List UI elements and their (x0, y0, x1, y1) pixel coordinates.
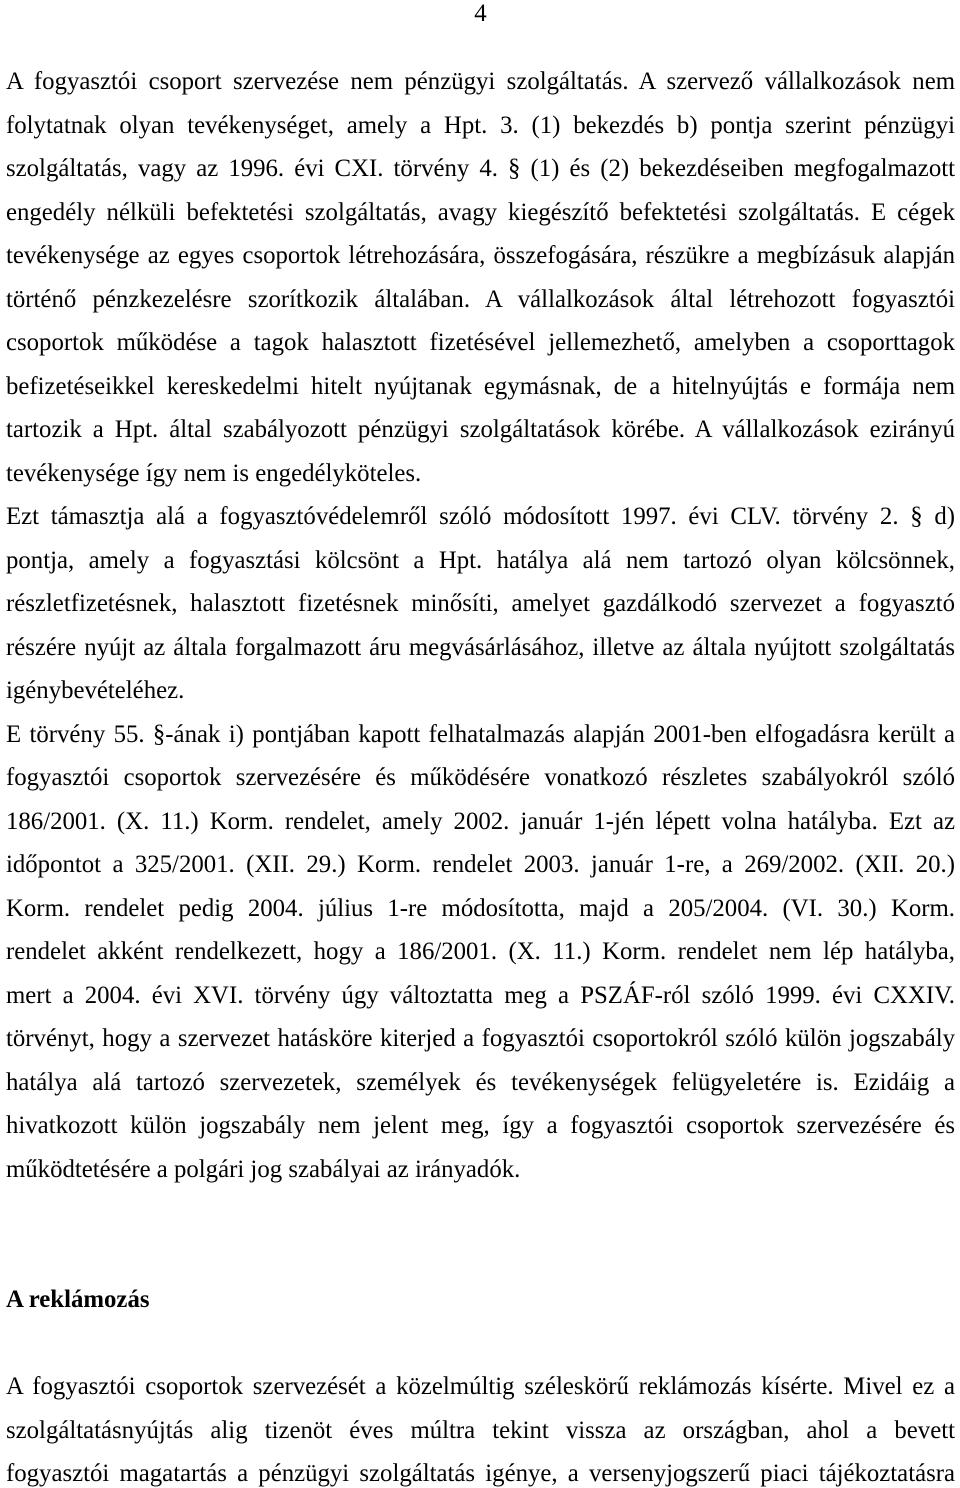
text-line: fogyasztói magatartás a pénzügyi szolgáltatás igénye, a versenyjogszerű piaci tájékoztatásra (6, 1460, 955, 1487)
text-line: fogyasztói csoportok szervezésére és működésére vonatkozó részletes szabályokról szóló (6, 764, 955, 791)
text-line: E törvény 55. §-ának i) pontjában kapott felhatalmazás alapján 2001-ben elfogadásra került a (6, 720, 955, 748)
text-line: Ezt támasztja alá a fogyasztóvédelemről szóló módosított 1997. évi CLV. törvény 2. § d) (6, 503, 955, 530)
text-line: működtetésére a polgári jog szabályai az irányadók. (6, 1155, 521, 1183)
paragraph (6, 1365, 955, 1486)
text-line: igénybevételéhez. (6, 677, 185, 704)
paragraph (6, 495, 955, 713)
text-line: törvényt, hogy a szervezet hatásköre kiterjed a fogyasztói csoportokról szóló külön jogszabály (6, 1025, 955, 1052)
text-line: 186/2001. (X. 11.) Korm. rendelet, amely 2002. január 1-jén lépett volna hatályba. Ezt az (6, 807, 955, 835)
document-body (6, 60, 955, 1486)
page-number: 4 (474, 0, 487, 27)
section-heading: A reklámozás (6, 1286, 150, 1313)
text-line: rendelet akként rendelkezett, hogy a 186/2001. (X. 11.) Korm. rendelet nem lép hatályba, (6, 938, 955, 965)
paragraph (6, 713, 955, 1192)
text-line: részére nyújt az általa forgalmazott áru megvásárlásához, illetve az általa nyújtott szolgáltatás (6, 633, 955, 661)
text-line: befizetéseikkel kereskedelmi hitelt nyújtanak egymásnak, de a hitelnyújtás e formája nem (6, 372, 955, 400)
text-line: mert a 2004. évi XVI. törvény úgy változtatta meg a PSZÁF-ról szóló 1999. évi CXXIV. (6, 981, 955, 1009)
text-line: szolgáltatásnyújtás alig tizenöt éves múltra tekint vissza az országban, ahol a bevett (6, 1416, 955, 1444)
text-line: folytatnak olyan tevékenységet, amely a Hpt. 3. (1) bekezdés b) pontja szerint pénzügyi (6, 111, 955, 139)
text-line: pontja, amely a fogyasztási kölcsönt a Hpt. hatálya alá nem tartozó olyan kölcsönnek, (6, 546, 955, 574)
text-line: időpontot a 325/2001. (XII. 29.) Korm. rendelet 2003. január 1-re, a 269/2002. (XII. 20.) (6, 851, 955, 878)
text-line: tevékenysége így nem is engedélyköteles. (6, 459, 422, 487)
text-line: engedély nélküli befektetési szolgáltatás, avagy kiegészítő befektetési szolgáltatás. E cégek (6, 198, 955, 226)
text-line: történő pénzkezelésre szorítkozik általában. A vállalkozások által létrehozott fogyasztói (6, 285, 955, 313)
text-line: hatálya alá tartozó szervezetek, személyek és tevékenységek felügyeletére is. Ezidáig a (6, 1068, 955, 1096)
text-line: Korm. rendelet pedig 2004. július 1-re módosította, majd a 205/2004. (VI. 30.) Korm. (6, 894, 955, 922)
text-line: A fogyasztói csoport szervezése nem pénzügyi szolgáltatás. A szervező vállalkozások nem (6, 68, 955, 95)
text-line: tevékenysége az egyes csoportok létrehozására, összefogására, részükre a megbízásuk alapján (6, 242, 955, 269)
text-line: tartozik a Hpt. által szabályozott pénzügyi szolgáltatások körébe. A vállalkozások ezirányú (6, 416, 955, 443)
text-line: hivatkozott külön jogszabály nem jelent meg, így a fogyasztói csoportok szervezésére és (6, 1112, 955, 1139)
text-line: csoportok működése a tagok halasztott fizetésével jellemezhető, amelyben a csoporttagok (6, 329, 955, 356)
text-line: A fogyasztói csoportok szervezését a közelmúltig széleskörű reklámozás kísérte. Mivel ez a (6, 1373, 955, 1400)
text-line: részletfizetésnek, halasztott fizetésnek minősíti, amelyet gazdálkodó szervezet a fogyasztó (6, 590, 955, 617)
text-line: szolgáltatás, vagy az 1996. évi CXI. törvény 4. § (1) és (2) bekezdéseiben megfogalmazott (6, 155, 955, 182)
paragraph (6, 60, 955, 495)
